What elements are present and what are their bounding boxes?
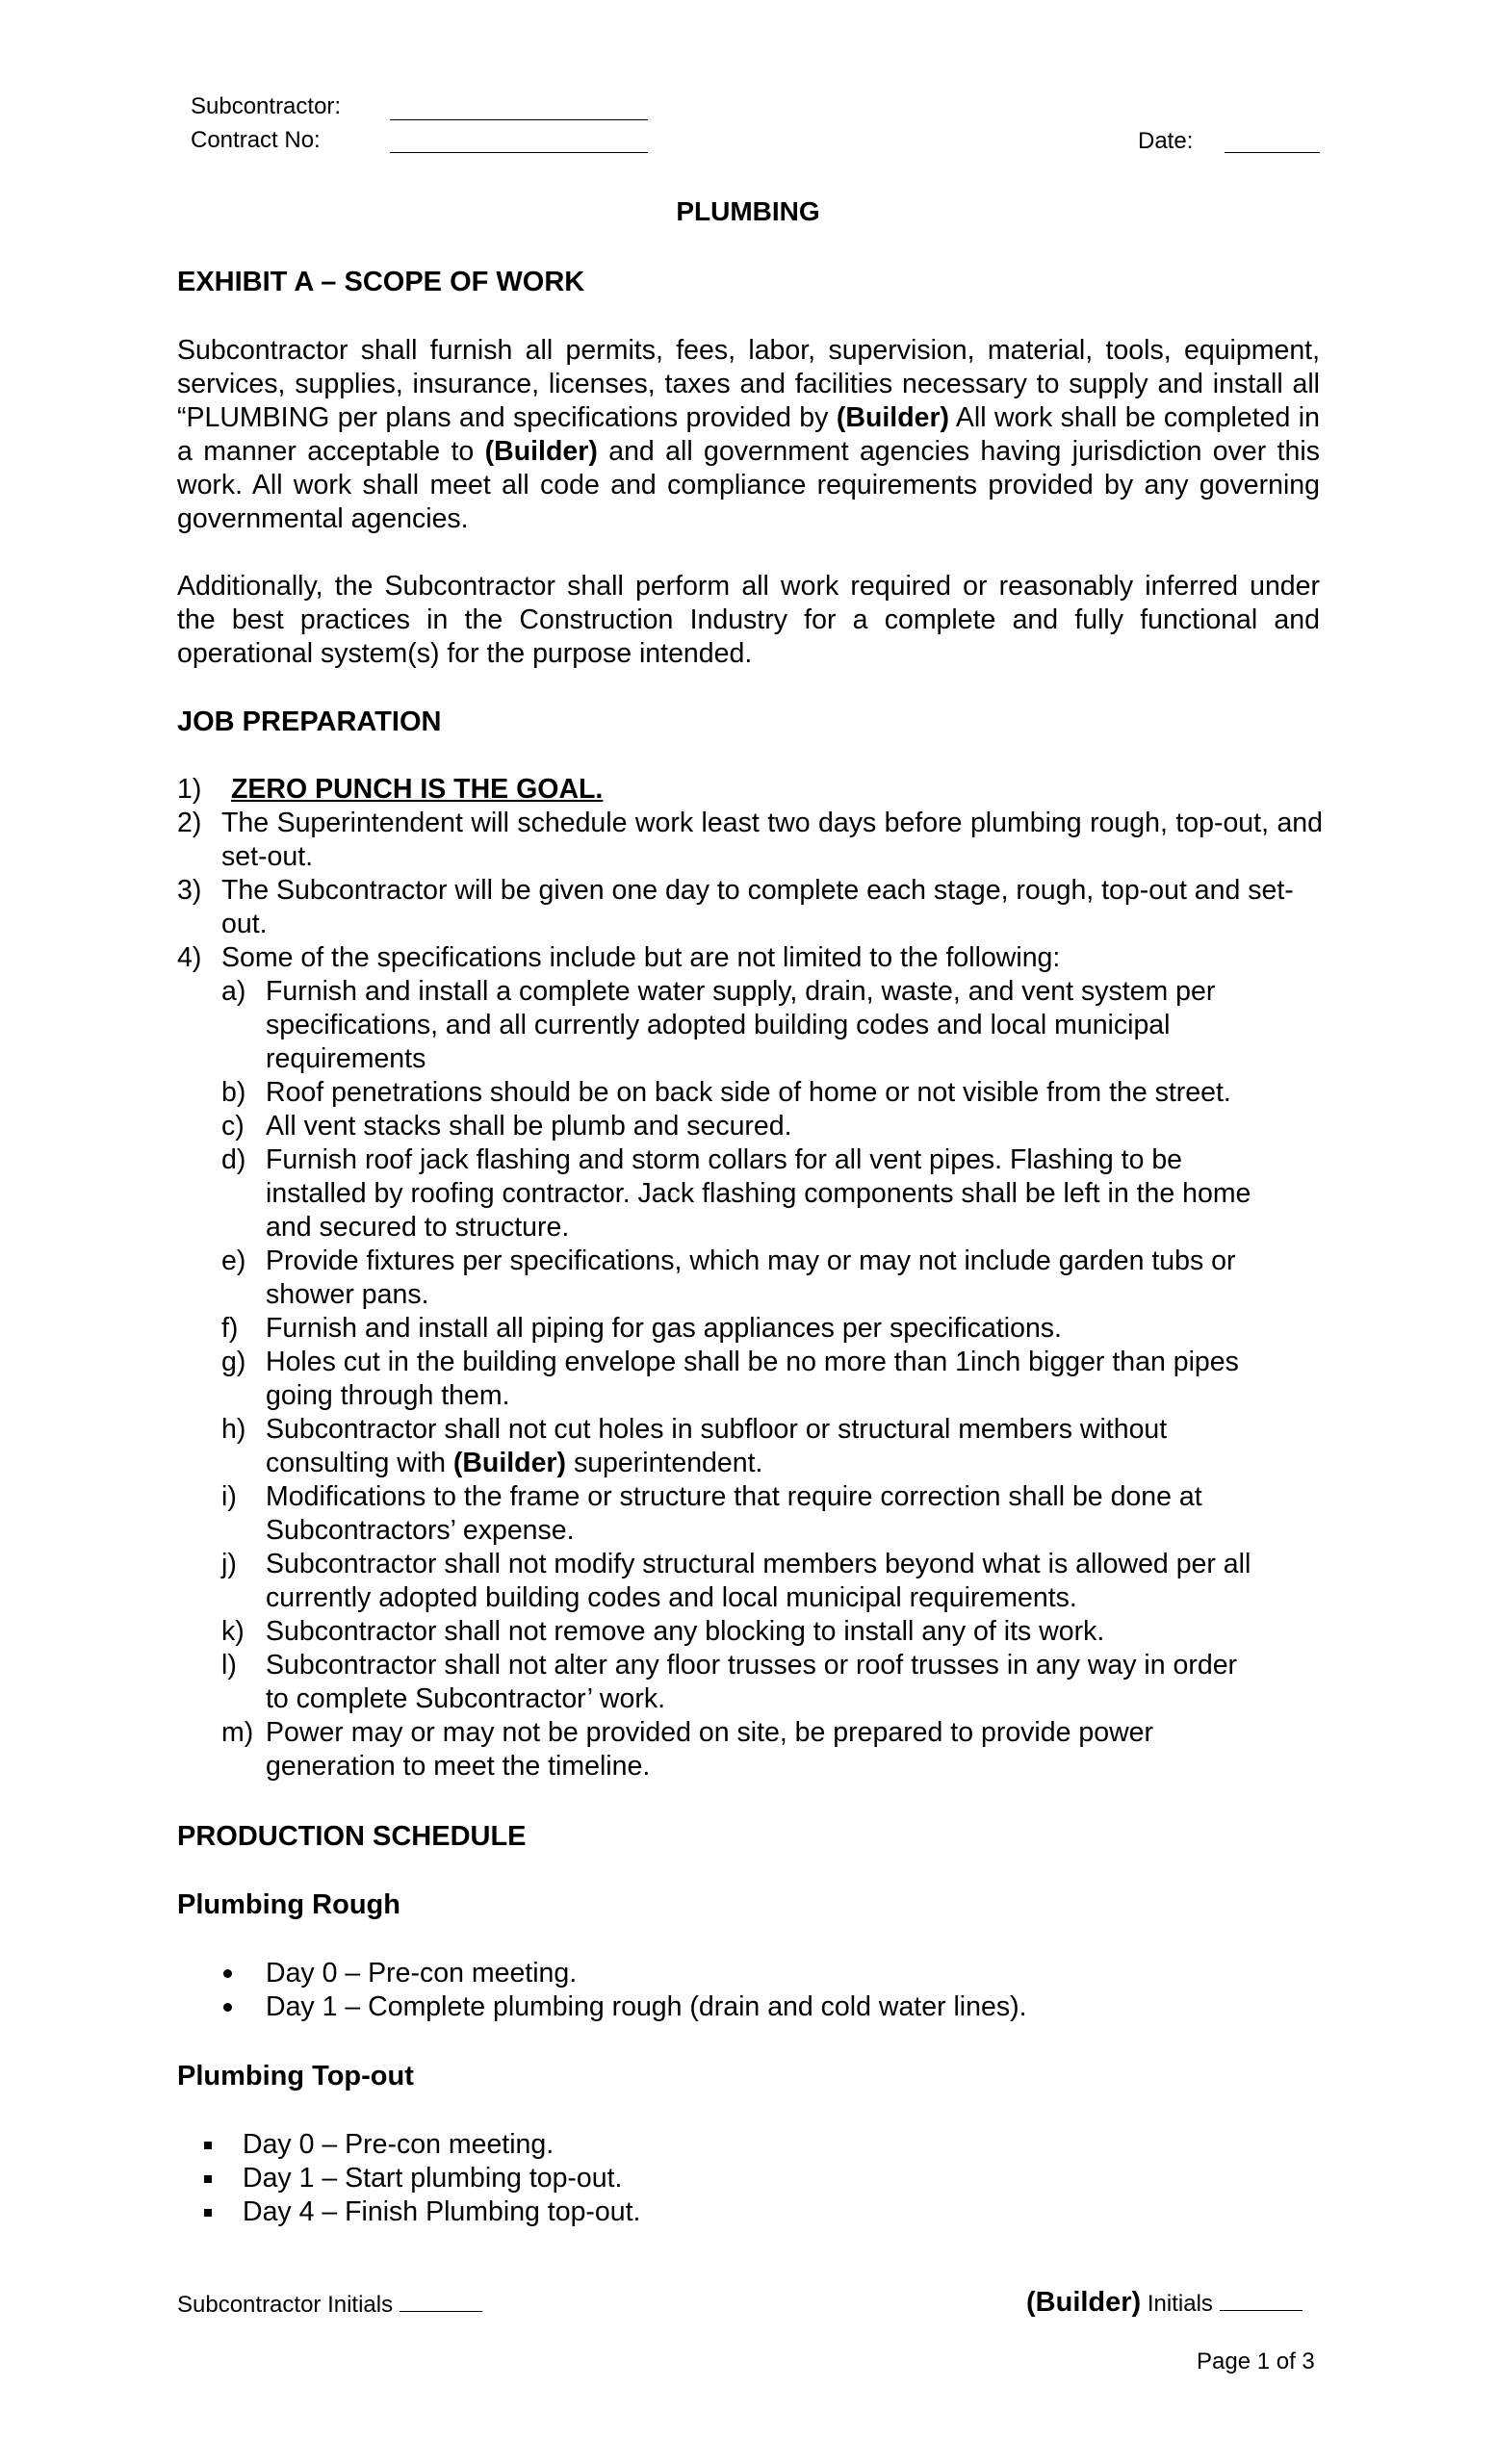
subcontractor-label: Subcontractor: xyxy=(191,93,342,119)
plumbing-topout-heading: Plumbing Top-out xyxy=(177,2061,414,2092)
subcontractor-initials xyxy=(177,2292,482,2319)
list-item: Day 4 – Finish Plumbing top-out. xyxy=(177,2195,640,2229)
plumbing-topout-list xyxy=(177,2128,640,2229)
bullet-square-icon xyxy=(204,2209,212,2217)
production-schedule-heading: PRODUCTION SCHEDULE xyxy=(177,1821,527,1852)
scope-paragraph-2: Additionally, the Subcontractor shall perform all work required or reasonably inferred under the best practices in the Construction Industry for a complete and fully functional and operational system(s) for the purpose intended. xyxy=(177,571,1320,669)
sub-item: i) Modifications to the frame or structure that require correction shall be done at Subcontractors’ expense. xyxy=(221,1481,1202,1546)
bullet-square-icon xyxy=(204,2175,212,2183)
plumbing-rough-heading: Plumbing Rough xyxy=(177,1889,400,1920)
subcontractor-initials-label: Subcontractor Initials xyxy=(177,2292,394,2318)
sub-item: h) Subcontractor shall not cut holes in subfloor or structural members without consulting with (Builder) superintendent. xyxy=(221,1414,1168,1478)
scope-text-b: All work shall be completed in a manner acceptable to xyxy=(177,402,1320,467)
sub-item: a) Furnish and install a complete water supply, drain, waste, and vent system per specifications, and all currently adopted building codes and local municipal requirements xyxy=(221,976,1216,1074)
sub-item: f) Furnish and install all piping for gas appliances per specifications. xyxy=(221,1313,1062,1344)
contract-no-label: Contract No: xyxy=(191,127,321,153)
bullet-square-icon xyxy=(204,2142,212,2149)
builder-ref-1: (Builder) xyxy=(836,402,950,433)
sub-item: d) Furnish roof jack flashing and storm collars for all vent pipes. Flashing to be installed by roofing contractor. Jack flashing components shall be left in the home and secured to structure. xyxy=(221,1144,1251,1243)
job-preparation-heading: JOB PREPARATION xyxy=(177,706,442,737)
plumbing-rough-list xyxy=(177,1957,1027,2024)
bullet-dot-icon xyxy=(223,2003,232,2012)
scope-paragraph-1 xyxy=(177,334,1320,536)
list-item: 1) ZERO PUNCH IS THE GOAL. xyxy=(177,774,604,805)
zero-punch-goal: ZERO PUNCH IS THE GOAL. xyxy=(231,774,604,805)
date-field[interactable] xyxy=(1225,152,1320,153)
subcontractor-field[interactable] xyxy=(390,119,648,120)
sub-item: b) Roof penetrations should be on back side of home or not visible from the street. xyxy=(221,1077,1231,1108)
date-label: Date: xyxy=(1138,128,1194,154)
builder-ref-3: (Builder) xyxy=(452,1448,567,1478)
sub-item: k) Subcontractor shall not remove any blocking to install any of its work. xyxy=(221,1616,1105,1647)
contract-no-field[interactable] xyxy=(390,152,648,153)
sub-item: j) Subcontractor shall not modify structural members beyond what is allowed per all currently adopted building codes and local municipal requirements. xyxy=(221,1549,1251,1613)
builder-initials-label: Initials xyxy=(1147,2291,1213,2317)
sub-item: c) All vent stacks shall be plumb and secured. xyxy=(221,1111,792,1142)
exhibit-heading: EXHIBIT A – SCOPE OF WORK xyxy=(177,267,585,297)
list-item: 3) The Subcontractor will be given one day to complete each stage, rough, top-out and set-out. xyxy=(177,875,1294,939)
list-item: 4) Some of the specifications include but are not limited to the following: xyxy=(177,942,1061,973)
builder-ref-2: (Builder) xyxy=(484,436,598,467)
sub-item: g) Holes cut in the building envelope shall be no more than 1inch bigger than pipes going through them. xyxy=(221,1347,1239,1411)
list-item: Day 1 – Start plumbing top-out. xyxy=(177,2162,640,2195)
sub-item: m) Power may or may not be provided on site, be prepared to provide power generation to meet the timeline. xyxy=(221,1717,1154,1782)
list-item: Day 1 – Complete plumbing rough (drain and cold water lines). xyxy=(177,1990,1027,2024)
builder-initials xyxy=(1026,2287,1303,2319)
builder-label: (Builder) xyxy=(1026,2287,1142,2318)
document-title: PLUMBING xyxy=(676,196,820,226)
list-item: Day 0 – Pre-con meeting. xyxy=(177,2128,640,2162)
scope-text-a: Subcontractor shall furnish all permits, fees, labor, supervision, material, tools, equipment, services, supplies, insurance, licenses, taxes and facilities necessary to supply and install all “PLUMBING per plans and specifications provided by xyxy=(177,335,1320,433)
scope-text-c: and all government agencies having jurisdiction over this work. All work shall meet all code and compliance requirements provided by any governing governmental agencies. xyxy=(177,436,1320,534)
subcontractor-initials-field[interactable] xyxy=(400,2311,482,2312)
specification-sublist xyxy=(177,975,1260,1784)
job-preparation-list xyxy=(177,773,1323,1784)
list-item: 2) The Superintendent will schedule work least two days before plumbing rough, top-out, and set-out. xyxy=(177,808,1323,872)
sub-item: e) Provide fixtures per specifications, which may or may not include garden tubs or shower pans. xyxy=(221,1245,1236,1310)
list-item: Day 0 – Pre-con meeting. xyxy=(177,1957,1027,1990)
page-number: Page 1 of 3 xyxy=(1197,2348,1315,2374)
sub-item: l) Subcontractor shall not alter any floor trusses or roof trusses in any way in order to complete Subcontractor’ work. xyxy=(221,1650,1238,1714)
bullet-dot-icon xyxy=(223,1969,232,1978)
builder-initials-field[interactable] xyxy=(1220,2310,1303,2311)
